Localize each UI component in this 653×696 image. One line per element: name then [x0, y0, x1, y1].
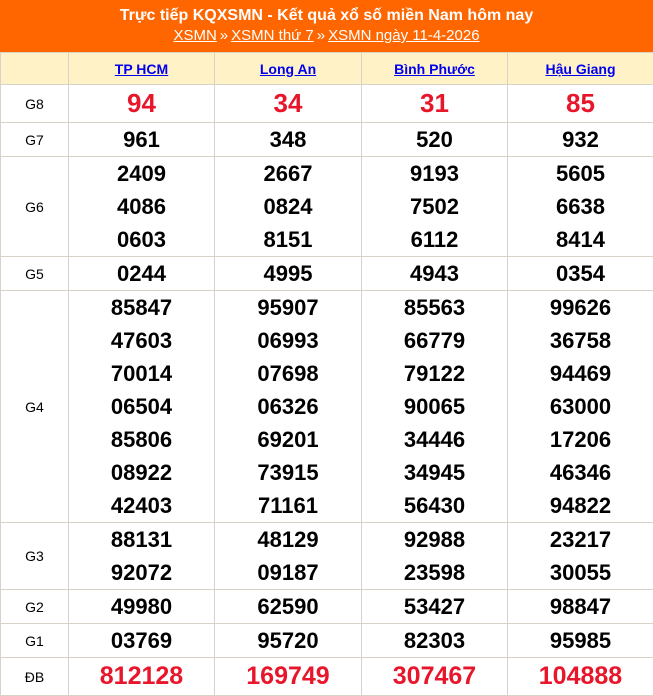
- prize-cell: [508, 624, 653, 658]
- prize-cell: [69, 123, 215, 157]
- prize-row-g2: [1, 590, 653, 624]
- prize-cell: [362, 123, 508, 157]
- prize-label: G6: [1, 157, 69, 257]
- prize-number: 4995: [215, 257, 361, 290]
- prize-number: 95907: [215, 291, 361, 324]
- prize-label: G7: [1, 123, 69, 157]
- prize-cell: [362, 624, 508, 658]
- prize-number: 71161: [215, 489, 361, 522]
- prize-cell: [215, 123, 362, 157]
- prize-number: 4086: [69, 190, 214, 223]
- prize-cell: [215, 590, 362, 624]
- prize-number: 66779: [362, 324, 507, 357]
- province-header: [508, 53, 653, 85]
- prize-cell: [362, 157, 508, 257]
- prize-row-db: [1, 658, 653, 696]
- prize-number: 5605: [508, 157, 653, 190]
- prize-number: 85847: [69, 291, 214, 324]
- prize-label: G2: [1, 590, 69, 624]
- breadcrumb-separator: »: [317, 27, 325, 44]
- prize-number: 69201: [215, 423, 361, 456]
- prize-number: 07698: [215, 357, 361, 390]
- prize-row-g7: [1, 123, 653, 157]
- prize-number: 53427: [362, 590, 507, 623]
- province-link-binh-phuoc[interactable]: Bình Phước: [394, 61, 475, 77]
- prize-number: 8151: [215, 223, 361, 256]
- results-table: [0, 52, 653, 696]
- prize-number: 94: [69, 85, 214, 122]
- prize-label: G3: [1, 523, 69, 590]
- prize-cell: [362, 523, 508, 590]
- prize-cell: [362, 257, 508, 291]
- prize-number: 63000: [508, 390, 653, 423]
- prize-number: 6638: [508, 190, 653, 223]
- prize-number: 23598: [362, 556, 507, 589]
- prize-number: 92988: [362, 523, 507, 556]
- prize-number: 0603: [69, 223, 214, 256]
- prize-cell: [69, 291, 215, 523]
- page-header: [0, 0, 653, 52]
- prize-cell: [362, 590, 508, 624]
- prize-number: 06326: [215, 390, 361, 423]
- prize-cell: [362, 658, 508, 696]
- prize-cell: [215, 624, 362, 658]
- prize-number: 49980: [69, 590, 214, 623]
- prize-number: 47603: [69, 324, 214, 357]
- prize-number: 169749: [215, 658, 361, 695]
- prize-cell: [69, 523, 215, 590]
- prize-number: 98847: [508, 590, 653, 623]
- prize-number: 30055: [508, 556, 653, 589]
- prize-cell: [69, 157, 215, 257]
- prize-number: 6112: [362, 223, 507, 256]
- breadcrumb-xsmn-thu-7[interactable]: XSMN thứ 7: [231, 27, 314, 44]
- province-header: [215, 53, 362, 85]
- prize-cell: [362, 291, 508, 523]
- prize-number: 99626: [508, 291, 653, 324]
- prize-number: 95720: [215, 624, 361, 657]
- prize-number: 31: [362, 85, 507, 122]
- prize-label-header: [1, 53, 69, 85]
- prize-number: 0244: [69, 257, 214, 290]
- prize-number: 36758: [508, 324, 653, 357]
- prize-number: 9193: [362, 157, 507, 190]
- prize-number: 82303: [362, 624, 507, 657]
- prize-cell: [508, 291, 653, 523]
- prize-cell: [215, 523, 362, 590]
- prize-cell: [508, 257, 653, 291]
- prize-number: 812128: [69, 658, 214, 695]
- province-link-hau-giang[interactable]: Hậu Giang: [545, 61, 615, 77]
- prize-number: 70014: [69, 357, 214, 390]
- prize-number: 06993: [215, 324, 361, 357]
- prize-number: 2667: [215, 157, 361, 190]
- prize-cell: [69, 85, 215, 123]
- prize-cell: [508, 123, 653, 157]
- prize-number: 56430: [362, 489, 507, 522]
- prize-number: 79122: [362, 357, 507, 390]
- prize-cell: [508, 523, 653, 590]
- prize-number: 85563: [362, 291, 507, 324]
- prize-number: 23217: [508, 523, 653, 556]
- breadcrumb-xsmn[interactable]: XSMN: [173, 27, 216, 44]
- prize-number: 06504: [69, 390, 214, 423]
- prize-number: 42403: [69, 489, 214, 522]
- province-header-row: [1, 53, 653, 85]
- prize-cell: [215, 85, 362, 123]
- breadcrumb-separator: »: [220, 27, 228, 44]
- prize-cell: [69, 590, 215, 624]
- prize-cell: [508, 85, 653, 123]
- prize-number: 348: [215, 123, 361, 156]
- prize-label: G4: [1, 291, 69, 523]
- prize-cell: [215, 291, 362, 523]
- prize-number: 7502: [362, 190, 507, 223]
- prize-number: 0354: [508, 257, 653, 290]
- prize-cell: [508, 658, 653, 696]
- prize-number: 8414: [508, 223, 653, 256]
- province-link-tp-hcm[interactable]: TP HCM: [115, 61, 168, 77]
- prize-cell: [362, 85, 508, 123]
- prize-cell: [69, 257, 215, 291]
- prize-number: 85806: [69, 423, 214, 456]
- breadcrumb-xsmn-date[interactable]: XSMN ngày 11-4-2026: [328, 27, 479, 44]
- province-header: [69, 53, 215, 85]
- prize-cell: [69, 658, 215, 696]
- prize-number: 62590: [215, 590, 361, 623]
- prize-number: 34945: [362, 456, 507, 489]
- prize-number: 90065: [362, 390, 507, 423]
- prize-number: 4943: [362, 257, 507, 290]
- prize-row-g8: [1, 85, 653, 123]
- prize-number: 88131: [69, 523, 214, 556]
- prize-number: 932: [508, 123, 653, 156]
- prize-row-g4: [1, 291, 653, 523]
- prize-label: G5: [1, 257, 69, 291]
- prize-number: 46346: [508, 456, 653, 489]
- prize-number: 03769: [69, 624, 214, 657]
- prize-number: 104888: [508, 658, 653, 695]
- prize-number: 92072: [69, 556, 214, 589]
- prize-number: 48129: [215, 523, 361, 556]
- prize-number: 08922: [69, 456, 214, 489]
- prize-row-g6: [1, 157, 653, 257]
- prize-number: 95985: [508, 624, 653, 657]
- prize-number: 94469: [508, 357, 653, 390]
- prize-number: 0824: [215, 190, 361, 223]
- breadcrumb: [0, 26, 653, 45]
- province-header: [362, 53, 508, 85]
- prize-row-g5: [1, 257, 653, 291]
- prize-number: 94822: [508, 489, 653, 522]
- prize-label: G1: [1, 624, 69, 658]
- prize-cell: [215, 257, 362, 291]
- prize-cell: [508, 590, 653, 624]
- prize-number: 2409: [69, 157, 214, 190]
- prize-row-g1: [1, 624, 653, 658]
- prize-cell: [215, 157, 362, 257]
- prize-number: 961: [69, 123, 214, 156]
- prize-label: ĐB: [1, 658, 69, 696]
- prize-row-g3: [1, 523, 653, 590]
- prize-cell: [508, 157, 653, 257]
- prize-label: G8: [1, 85, 69, 123]
- prize-number: 73915: [215, 456, 361, 489]
- prize-number: 520: [362, 123, 507, 156]
- prize-number: 34446: [362, 423, 507, 456]
- province-link-long-an[interactable]: Long An: [260, 61, 316, 77]
- prize-number: 307467: [362, 658, 507, 695]
- prize-number: 85: [508, 85, 653, 122]
- prize-number: 09187: [215, 556, 361, 589]
- page-title: Trực tiếp KQXSMN - Kết quả xổ số miền Nam hôm nay: [0, 6, 653, 26]
- prize-number: 34: [215, 85, 361, 122]
- prize-number: 17206: [508, 423, 653, 456]
- prize-cell: [69, 624, 215, 658]
- prize-cell: [215, 658, 362, 696]
